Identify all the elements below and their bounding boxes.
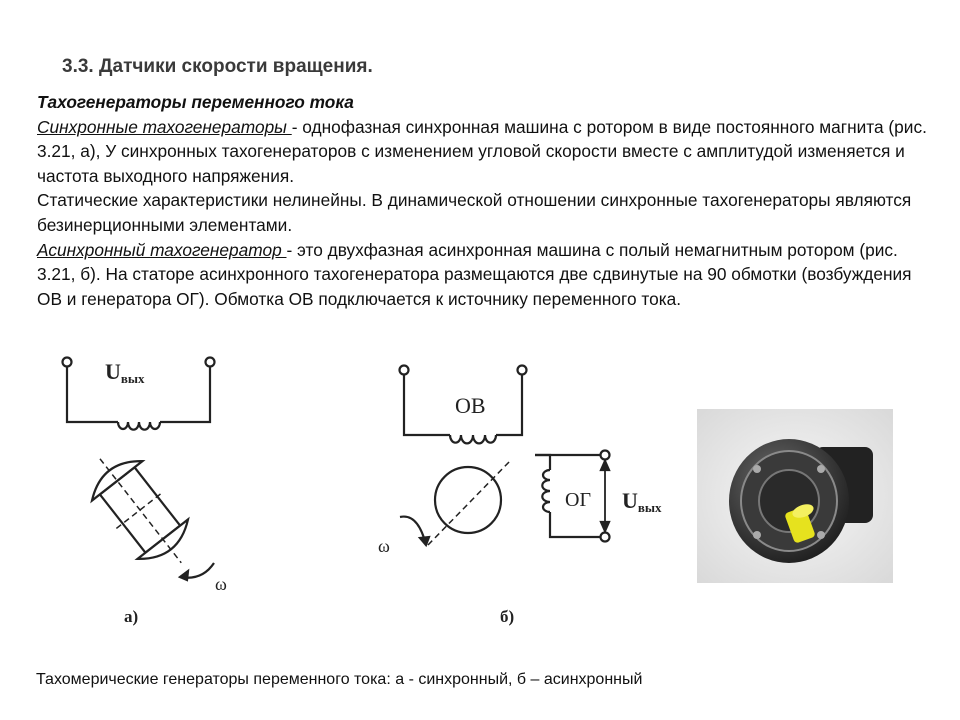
- tachogenerator-photo: [697, 409, 893, 583]
- body-text: [37, 90, 937, 311]
- excitation-coil-icon: [450, 435, 496, 443]
- static-characteristics-paragraph: Статические характеристики нелинейны. В динамической отношении синхронные тахогенераторы являются безинерционными элементами.: [37, 190, 912, 235]
- arrowhead-icon: [601, 522, 609, 531]
- terminal-icon: [601, 451, 610, 460]
- generator-coil-icon: [542, 470, 550, 512]
- terminal-icon: [518, 366, 527, 375]
- wire: [550, 512, 605, 537]
- schematic-figure: [40, 345, 690, 645]
- async-description: - это двухфазная асинхронная машина с полый немагнитным ротором (рис. 3.21, б). На статоре асинхронного тахогенератора размещаются две сдвинутые на 90 обмотки (возбуждения ОВ и генератора ОГ). Обмотка ОВ подключается к источнику переменного тока.: [37, 239, 912, 309]
- output-voltage-label-a: Uвых: [105, 359, 145, 386]
- output-voltage-label-b: Uвых: [622, 488, 662, 515]
- terminal-icon: [400, 366, 409, 375]
- sync-description: - однофазная синхронная машина с ротором в виде постоянного магнита (рис. 3.21, а), У синхронных тахогенераторов с изменением угловой скорости вместе с амплитудой изменяется и частота выходного напряжения.: [37, 116, 927, 186]
- terminal-icon: [63, 358, 72, 367]
- figure-caption: Тахомерические генераторы переменного тока: а - синхронный, б – асинхронный: [36, 671, 643, 688]
- wire: [404, 375, 450, 435]
- slide-title: 3.3. Датчики скорости вращения.: [62, 56, 373, 77]
- sync-generator-diagram: [63, 358, 215, 583]
- wire: [160, 367, 210, 422]
- omega-label-a: ω: [215, 574, 227, 594]
- winding-og-label: ОГ: [565, 489, 592, 511]
- winding-ov-label: ОВ: [455, 393, 486, 418]
- stator-coil-icon: [118, 422, 160, 430]
- arrowhead-icon: [601, 461, 609, 470]
- wire: [496, 375, 522, 435]
- hollow-rotor: [435, 467, 501, 533]
- async-paragraph: [37, 238, 937, 312]
- terminal-icon: [206, 358, 215, 367]
- arrowhead-icon: [180, 571, 188, 580]
- omega-label-b: ω: [378, 536, 390, 556]
- sync-term: Синхронные тахогенераторы: [37, 116, 292, 137]
- async-term: Асинхронный тахогенератор: [37, 239, 287, 260]
- arrowhead-icon: [420, 537, 429, 545]
- wire: [535, 455, 550, 470]
- panel-label-a: а): [124, 607, 139, 626]
- async-generator-diagram: [400, 366, 610, 546]
- subheading: Тахогенераторы переменного тока: [37, 92, 354, 112]
- panel-label-b: б): [500, 607, 515, 626]
- sync-paragraph: [37, 115, 937, 189]
- terminal-icon: [601, 533, 610, 542]
- permanent-magnet-rotor: [75, 439, 207, 582]
